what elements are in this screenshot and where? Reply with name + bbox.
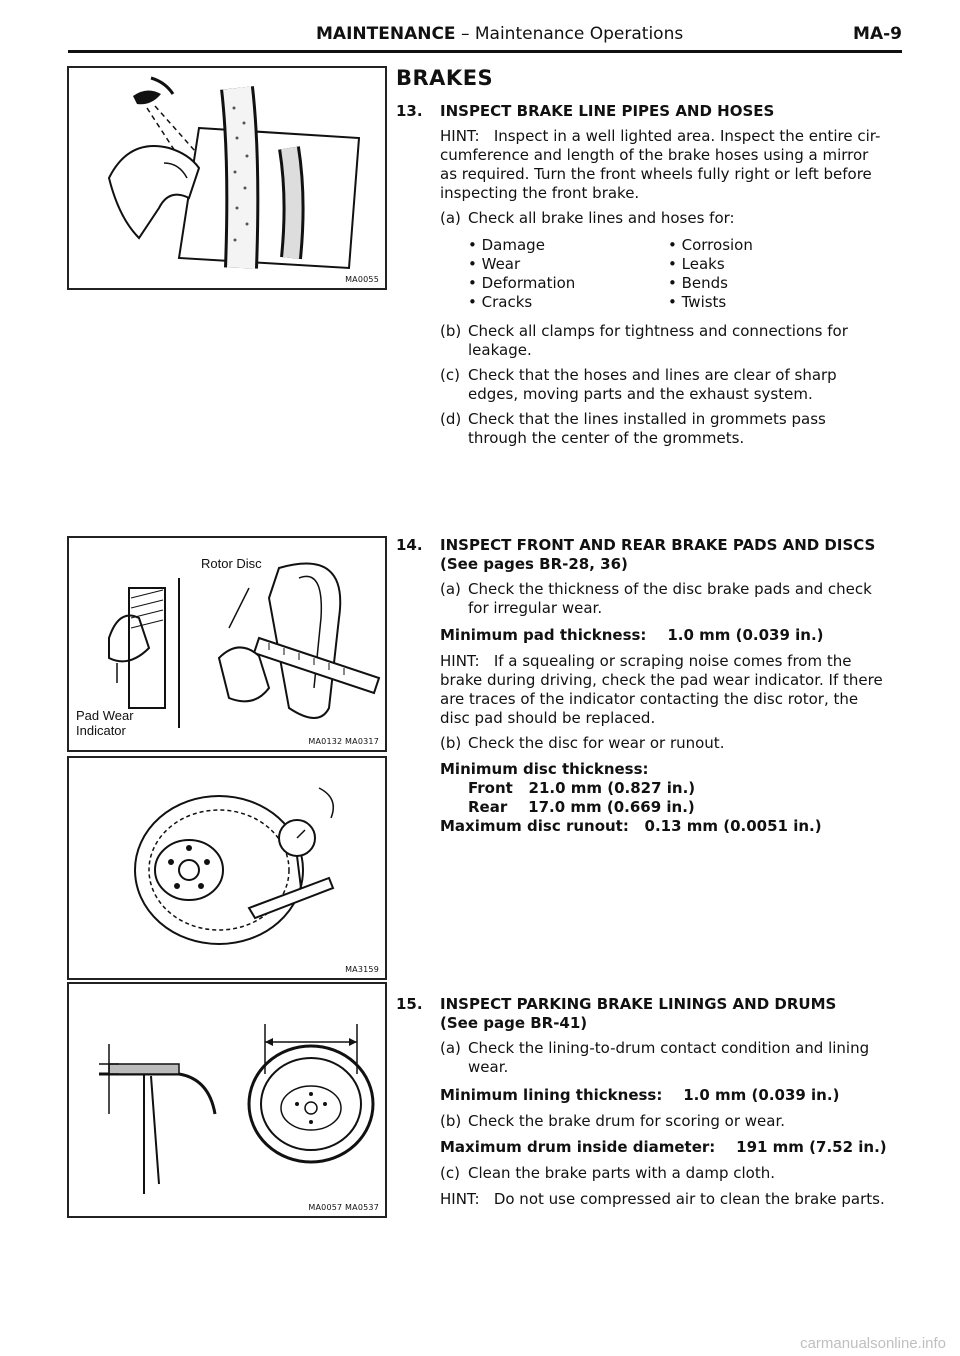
- hint-text: Do not use compressed air to clean the brake parts.: [493, 1190, 885, 1208]
- step-13-number: 13.: [396, 102, 423, 120]
- header-section: MAINTENANCE: [316, 24, 456, 44]
- figure-lining-drum: [67, 982, 387, 1218]
- front-disc-spec: Front 21.0 mm (0.827 in.): [468, 779, 696, 797]
- hint-label: HINT:: [440, 652, 480, 670]
- step-14-hint: [440, 652, 900, 728]
- item-label: (c): [440, 366, 460, 384]
- figure-code: MA0132 MA0317: [308, 737, 379, 746]
- item-text: Clean the brake parts with a damp cloth.: [468, 1164, 776, 1182]
- item-label: (a): [440, 580, 461, 598]
- lining-drum-illustration: [69, 984, 385, 1216]
- header-dash: –: [455, 24, 475, 44]
- hint-line: cumference and length of the brake hoses using a mirror: [440, 146, 869, 164]
- item-label: (b): [440, 322, 462, 340]
- indicator-label: Indicator: [76, 723, 126, 738]
- bullet-item: • Damage: [468, 236, 545, 254]
- figure-code: MA3159: [345, 965, 379, 974]
- bullet-list-right: [668, 236, 753, 312]
- max-drum-diameter-spec: Maximum drum inside diameter: 191 mm (7.52 in.): [440, 1138, 887, 1156]
- min-pad-thickness-spec: Minimum pad thickness: 1.0 mm (0.039 in.): [440, 626, 824, 644]
- item-text: Check the disc for wear or runout.: [468, 734, 725, 752]
- item-label: (a): [440, 209, 461, 227]
- min-disc-thickness-spec: Minimum disc thickness:: [440, 760, 649, 778]
- eye-icon: [133, 90, 161, 104]
- step-13-heading: INSPECT BRAKE LINE PIPES AND HOSES: [440, 102, 775, 120]
- bullet-item: • Deformation: [468, 274, 576, 292]
- step-13-hint: [440, 127, 900, 203]
- rotor-disc-label: Rotor Disc: [201, 556, 262, 571]
- item-text: Check the thickness of the disc brake pads and check for irregular wear.: [468, 580, 872, 617]
- item-label: (a): [440, 1039, 461, 1057]
- bullet-item: • Cracks: [468, 293, 533, 311]
- max-disc-runout-spec: Maximum disc runout: 0.13 mm (0.0051 in.): [440, 817, 822, 835]
- item-text: Check all clamps for tightness and connections for leakage.: [468, 322, 848, 359]
- figure-code: MA0057 MA0537: [308, 1203, 379, 1212]
- item-label: (b): [440, 734, 462, 752]
- bullet-item: • Wear: [468, 255, 521, 273]
- header-title: [316, 24, 683, 44]
- disc-runout-illustration: [69, 758, 385, 978]
- item-label: (d): [440, 410, 462, 428]
- section-title: BRAKES: [396, 66, 494, 90]
- hint-line: disc pad should be replaced.: [440, 709, 656, 727]
- step-15-number: 15.: [396, 995, 423, 1013]
- bullet-item: • Bends: [668, 274, 728, 292]
- watermark-link[interactable]: carmanualsonline.info: [800, 1335, 946, 1352]
- hint-line: [440, 127, 900, 146]
- item-text: Check the brake drum for scoring or wear.: [468, 1112, 786, 1130]
- hint-line: are traces of the indicator contacting the disc rotor, the: [440, 690, 859, 708]
- step-15-reference: (See page BR-41): [440, 1014, 588, 1032]
- item-text: Check the lining-to-drum contact condition and lining wear.: [468, 1039, 870, 1076]
- bullet-item: • Leaks: [668, 255, 725, 273]
- hint-label: HINT:: [440, 1190, 480, 1208]
- figure-code: MA0055: [345, 275, 379, 284]
- item-label: (b): [440, 1112, 462, 1130]
- hint-label: HINT:: [440, 127, 480, 145]
- hint-text: Inspect in a well lighted area. Inspect the entire cir-: [493, 127, 881, 145]
- page-header: [68, 24, 902, 53]
- hint-line: as required. Turn the front wheels fully right or left before: [440, 165, 872, 183]
- item-text: Check all brake lines and hoses for:: [468, 209, 735, 227]
- pad-wear-label: Pad Wear: [76, 708, 134, 723]
- bullet-item: • Corrosion: [668, 236, 753, 254]
- hint-text: If a squealing or scraping noise comes from the: [493, 652, 852, 670]
- bullet-item: • Twists: [668, 293, 727, 311]
- figure-disc-runout: [67, 756, 387, 980]
- hose-inspection-illustration: [69, 68, 385, 288]
- page-number: MA-9: [853, 24, 902, 44]
- item-label: (c): [440, 1164, 460, 1182]
- step-14-heading: INSPECT FRONT AND REAR BRAKE PADS AND DISCS: [440, 536, 876, 554]
- item-text: Check that the hoses and lines are clear of sharp edges, moving parts and the exhaust system.: [468, 366, 837, 403]
- figure-hose-inspection: [67, 66, 387, 290]
- step-15-hint: [440, 1190, 900, 1209]
- step-14-number: 14.: [396, 536, 423, 554]
- step-14-reference: (See pages BR-28, 36): [440, 555, 628, 573]
- rear-disc-spec: Rear 17.0 mm (0.669 in.): [468, 798, 695, 816]
- bullet-list-left: [468, 236, 575, 312]
- min-lining-thickness-spec: Minimum lining thickness: 1.0 mm (0.039 in.): [440, 1086, 840, 1104]
- step-15-heading: INSPECT PARKING BRAKE LININGS AND DRUMS: [440, 995, 837, 1013]
- item-text: Check that the lines installed in grommets pass through the center of the grommets.: [468, 410, 826, 447]
- figure-pad-wear: [67, 536, 387, 752]
- hint-line: inspecting the front brake.: [440, 184, 640, 202]
- hint-line: brake during driving, check the pad wear indicator. If there: [440, 671, 883, 689]
- header-subtitle: Maintenance Operations: [474, 24, 684, 44]
- hint-line: [440, 652, 900, 671]
